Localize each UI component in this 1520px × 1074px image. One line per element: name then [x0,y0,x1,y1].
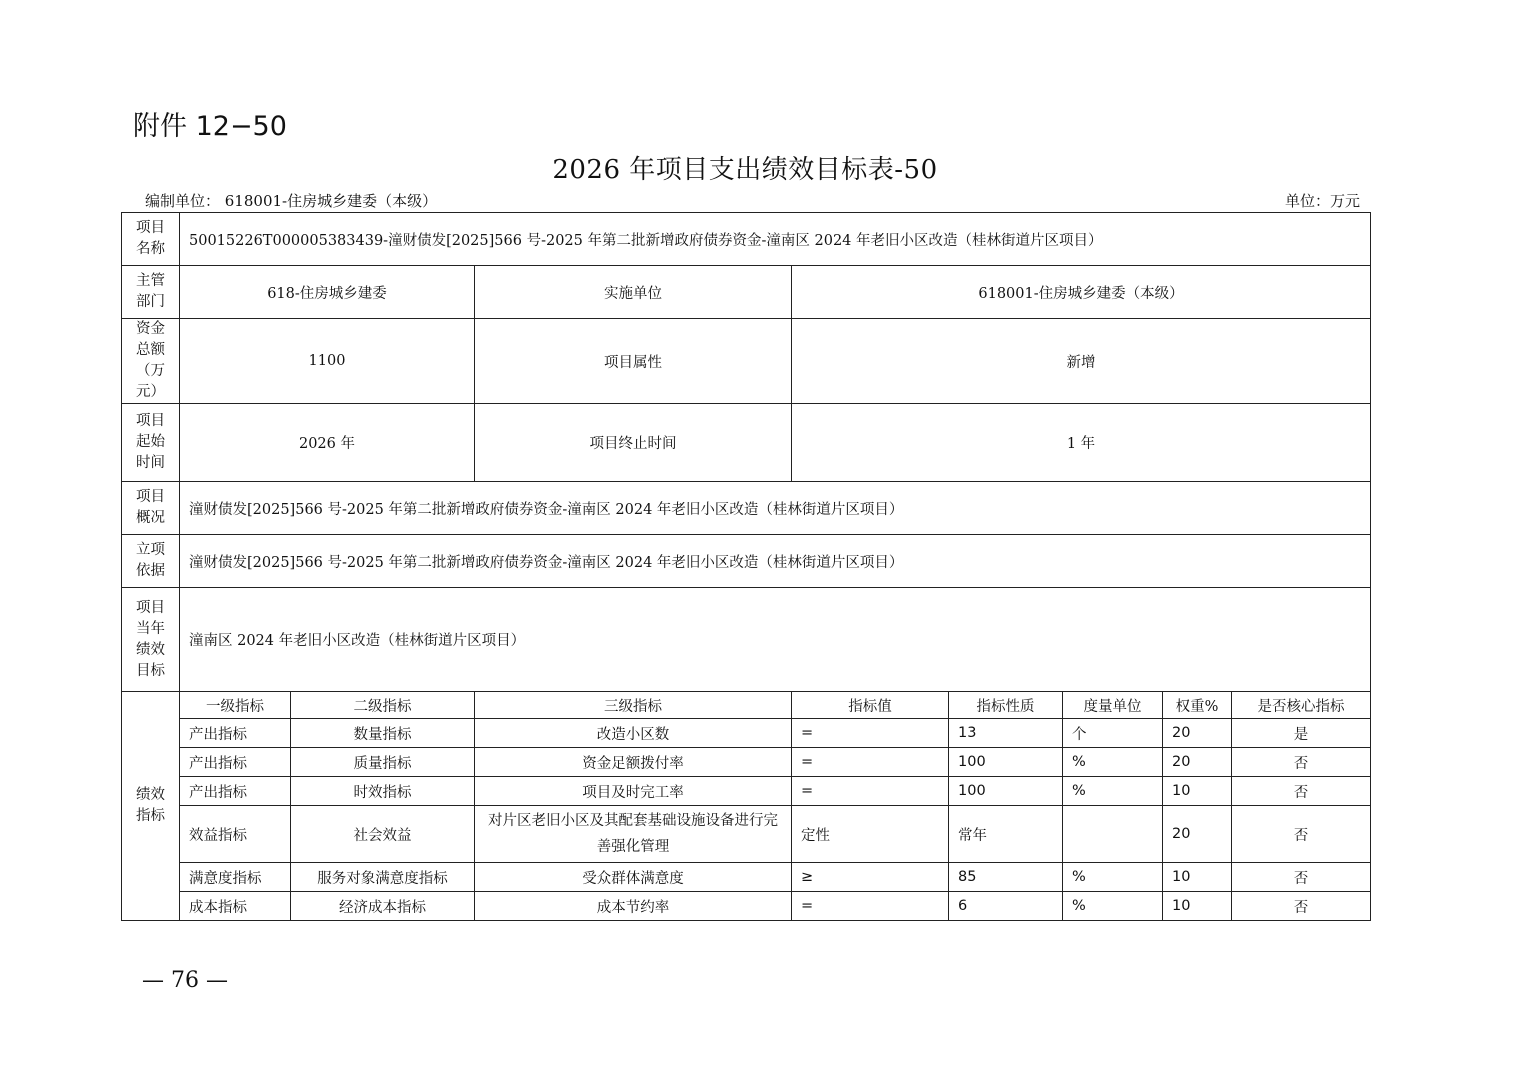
performance-table [121,212,1371,921]
project-name-value: 50015226T000005383439-潼财债发[2025]566 号-2025 年第二批新增政府债券资金-潼南区 2024 年老旧小区改造（桂林街道片区项目） [180,213,1371,266]
cell-value: ≥ [792,863,949,892]
cell-level1: 产出指标 [180,777,291,806]
cell-weight: 20 [1163,748,1232,777]
header-unit: 度量单位 [1063,692,1163,719]
goal-value: 潼南区 2024 年老旧小区改造（桂林街道片区项目） [180,588,1371,692]
compiler-unit: 编制单位： 618001-住房城乡建委（本级） [145,192,438,210]
cell-unit: % [1063,892,1163,921]
cell-level1: 成本指标 [180,892,291,921]
funds-value: 1100 [180,319,475,404]
cell-core: 否 [1232,748,1371,777]
goal-label: 项目 当年 绩效 目标 [122,588,180,692]
cell-value: = [792,777,949,806]
header-core: 是否核心指标 [1232,692,1371,719]
project-name-label: 项目 名称 [122,213,180,266]
dept-value: 618-住房城乡建委 [180,266,475,319]
cell-core: 是 [1232,719,1371,748]
overview-value: 潼财债发[2025]566 号-2025 年第二批新增政府债券资金-潼南区 2024 年老旧小区改造（桂林街道片区项目） [180,482,1371,535]
cell-level3: 成本节约率 [475,892,792,921]
cell-unit [1063,806,1163,863]
cell-level2: 经济成本指标 [291,892,475,921]
cell-nature: 100 [949,777,1063,806]
currency-unit: 单位：万元 [1284,192,1360,210]
header-value: 指标值 [792,692,949,719]
impl-unit-value: 618001-住房城乡建委（本级） [792,266,1371,319]
cell-level1: 产出指标 [180,748,291,777]
cell-unit: % [1063,777,1163,806]
cell-core: 否 [1232,892,1371,921]
cell-level3: 资金足额拨付率 [475,748,792,777]
dept-label: 主管 部门 [122,266,180,319]
cell-value: = [792,892,949,921]
cell-weight: 10 [1163,892,1232,921]
cell-level2: 质量指标 [291,748,475,777]
cell-nature: 85 [949,863,1063,892]
cell-level2: 时效指标 [291,777,475,806]
cell-level1: 产出指标 [180,719,291,748]
cell-nature: 常年 [949,806,1063,863]
header-level2: 二级指标 [291,692,475,719]
cell-weight: 10 [1163,777,1232,806]
cell-core: 否 [1232,863,1371,892]
page-title: 2026 年项目支出绩效目标表-50 [552,155,938,185]
cell-level3: 项目及时完工率 [475,777,792,806]
cell-value: = [792,748,949,777]
cell-level1: 效益指标 [180,806,291,863]
indicator-row [122,777,1371,806]
start-time-value: 2026 年 [180,404,475,482]
cell-nature: 100 [949,748,1063,777]
cell-nature: 6 [949,892,1063,921]
cell-core: 否 [1232,806,1371,863]
cell-level1: 满意度指标 [180,863,291,892]
impl-unit-label: 实施单位 [475,266,792,319]
cell-unit: % [1063,748,1163,777]
cell-value: 定性 [792,806,949,863]
time-label: 项目 起始 时间 [122,404,180,482]
cell-level2: 数量指标 [291,719,475,748]
cell-core: 否 [1232,777,1371,806]
attachment-label: 附件 12−50 [133,111,287,142]
cell-level3: 对片区老旧小区及其配套基础设施设备进行完善强化管理 [475,806,792,863]
cell-nature: 13 [949,719,1063,748]
basis-label: 立项 依据 [122,535,180,588]
cell-unit: 个 [1063,719,1163,748]
basis-value: 潼财债发[2025]566 号-2025 年第二批新增政府债券资金-潼南区 2024 年老旧小区改造（桂林街道片区项目） [180,535,1371,588]
cell-weight: 20 [1163,806,1232,863]
indicator-row [122,719,1371,748]
attribute-value: 新增 [792,319,1371,404]
end-time-value: 1 年 [792,404,1371,482]
cell-weight: 10 [1163,863,1232,892]
attribute-label: 项目属性 [475,319,792,404]
cell-level3: 受众群体满意度 [475,863,792,892]
header-level1: 一级指标 [180,692,291,719]
indicator-row [122,748,1371,777]
end-time-label: 项目终止时间 [475,404,792,482]
cell-unit: % [1063,863,1163,892]
cell-level3: 改造小区数 [475,719,792,748]
cell-level2: 服务对象满意度指标 [291,863,475,892]
cell-weight: 20 [1163,719,1232,748]
cell-value: = [792,719,949,748]
indicator-row [122,863,1371,892]
indicators-label: 绩效 指标 [122,692,180,921]
header-weight: 权重% [1163,692,1232,719]
header-level3: 三级指标 [475,692,792,719]
overview-label: 项目 概况 [122,482,180,535]
page-number: — 76 — [142,968,228,993]
funds-label: 资金 总额 （万 元） [122,319,180,404]
cell-level2: 社会效益 [291,806,475,863]
indicator-row [122,806,1371,863]
indicator-row [122,892,1371,921]
header-nature: 指标性质 [949,692,1063,719]
